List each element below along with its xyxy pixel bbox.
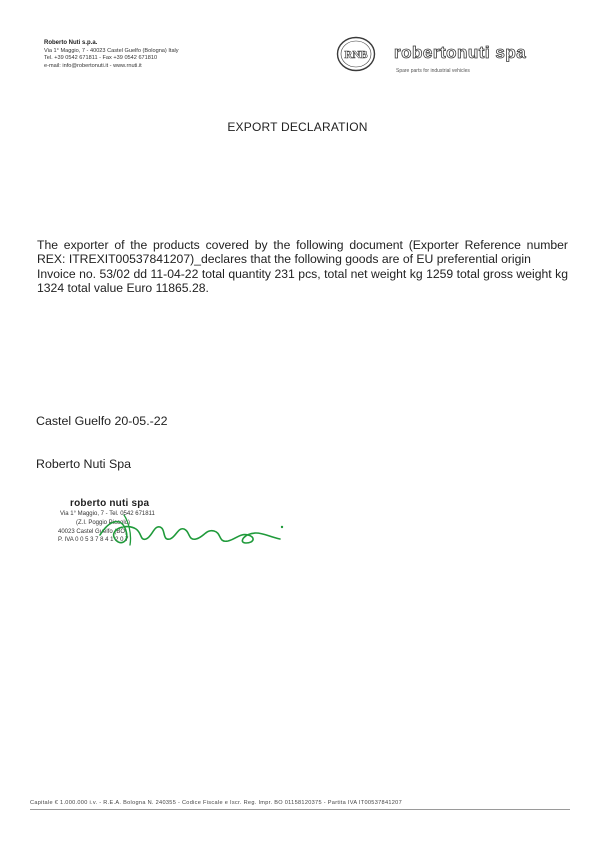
letterhead-address-block: [44, 40, 179, 70]
logo-monogram: RNB: [344, 49, 368, 61]
company-address: Via 1° Maggio, 7 - 40023 Castel Guelfo (Bologna) Italy: [44, 47, 179, 54]
company-email-web: e-mail: info@robertonuti.it - www.rnuti.it: [44, 62, 142, 69]
company-phone-fax: Tel. +39 0542 671811 - Fax +39 0542 671810: [44, 55, 158, 62]
footer-divider: [30, 809, 570, 810]
place-and-date: Castel Guelfo 20-05.-22: [36, 414, 168, 428]
stamp-company-name: roberto nuti spa: [70, 498, 150, 509]
declaration-statement: The exporter of the products covered by the following document (Exporter Reference number REX: ITREXIT00537841207)_declares that the following goods are of EU preferential origin: [37, 238, 568, 267]
handwritten-signature: [96, 505, 286, 555]
signer-name: Roberto Nuti Spa: [36, 457, 132, 471]
footer-legal-info: Capitale € 1.000.000 i.v. - R.E.A. Bologna N. 240355 - Codice Fiscale e Iscr. Reg. Impr. BO 01158120375 - Partita IVA IT00537841207: [30, 800, 403, 806]
rnb-monogram-icon: [336, 36, 376, 72]
document-title: EXPORT DECLARATION: [227, 120, 368, 134]
stamp-address-line: Via 1° Maggio, 7 - Tel. 0542 671811: [60, 511, 155, 517]
logo-wordmark: robertonuti spa: [394, 43, 527, 62]
company-name: Roberto Nuti s.p.a.: [44, 40, 98, 46]
stamp-area-line: (Z.I. Poggio Piccolo): [76, 520, 131, 526]
invoice-details: Invoice no. 53/02 dd 11-04-22 total quantity 231 pcs, total net weight kg 1259 total gross weight kg 1324 total value Euro 11865.28.: [37, 266, 568, 295]
company-logo: [330, 30, 550, 78]
stamp-city-line: 40023 Castel Guelfo (BO): [58, 529, 128, 535]
declaration-body: [37, 238, 568, 295]
stamp-vat-line: P. IVA 0 0 5 3 7 8 4 1 2 0 7: [58, 537, 129, 543]
logo-tagline: Spare parts for industrial vehicles: [396, 68, 470, 74]
